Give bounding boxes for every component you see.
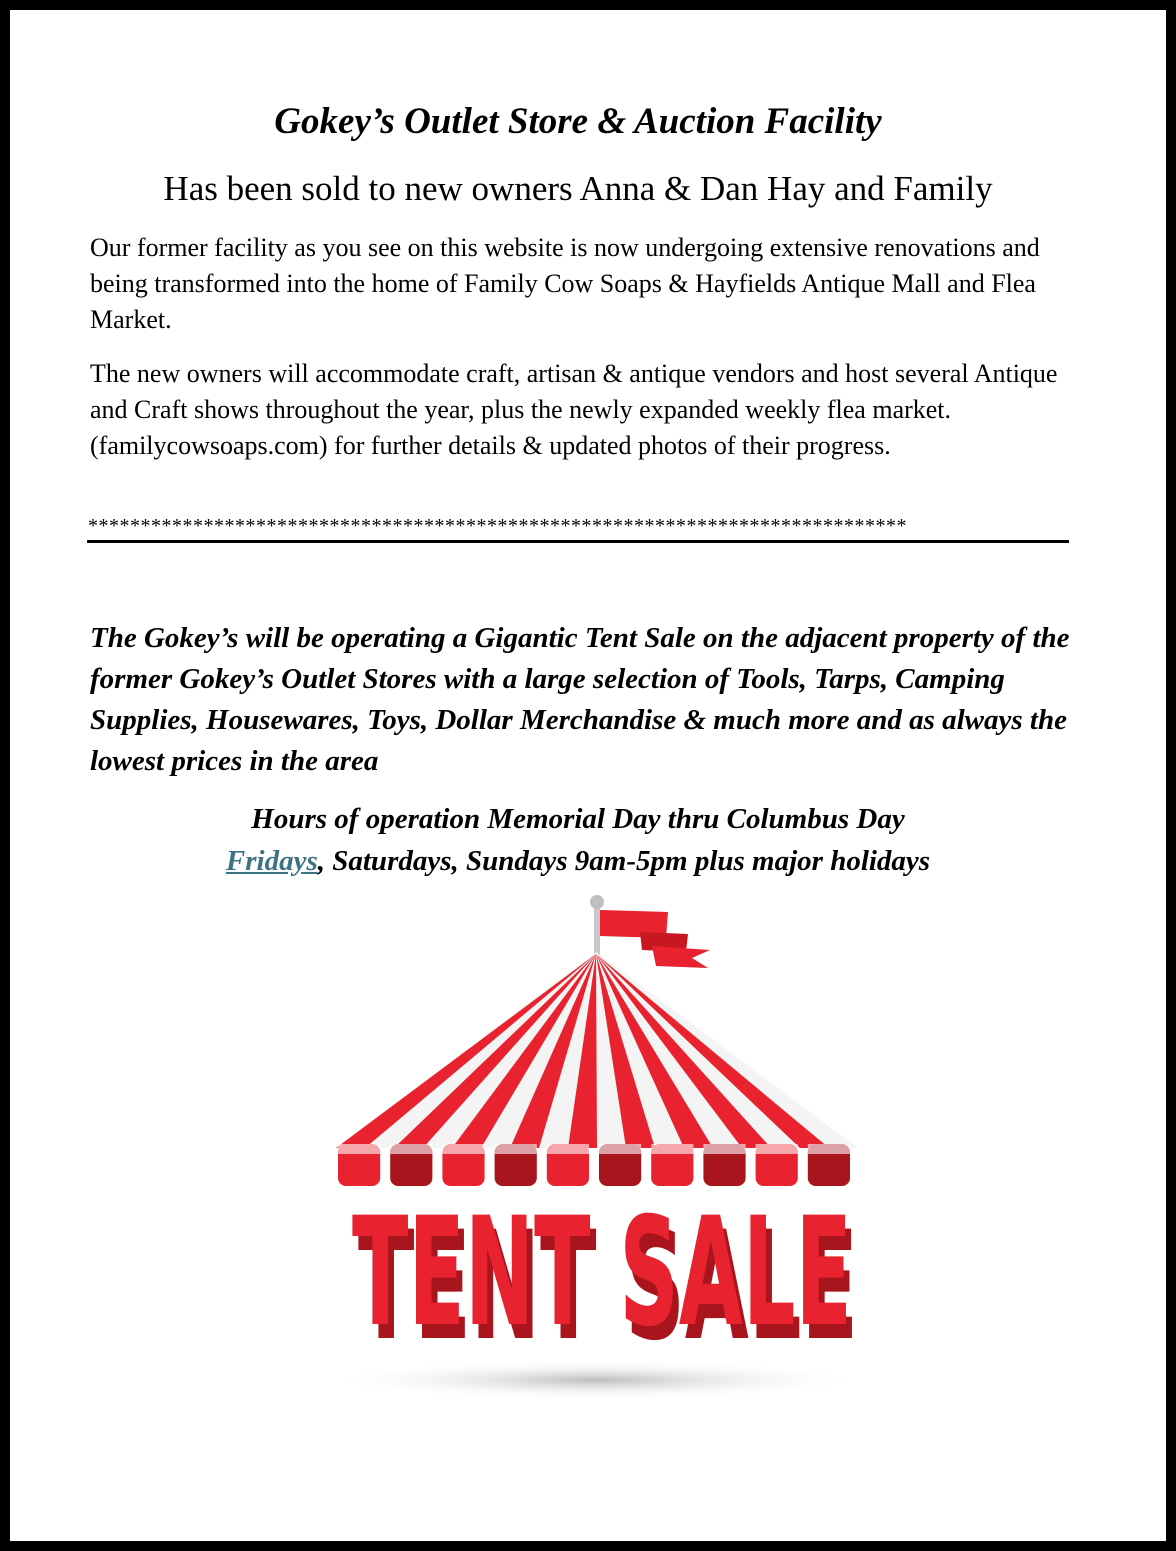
hours-of-operation: [0, 798, 1166, 882]
valance-highlight: [703, 1144, 745, 1154]
hours-days-text: , Saturdays, Sundays 9am-5pm plus major holidays: [317, 845, 931, 877]
valance-highlight: [547, 1144, 589, 1154]
hours-line-2: [0, 840, 1166, 882]
valance-highlight: [442, 1144, 484, 1154]
page-subtitle: Has been sold to new owners Anna & Dan Hay and Family: [163, 169, 993, 208]
valance-highlight: [338, 1144, 380, 1154]
valance-highlight: [495, 1144, 537, 1154]
fridays-link[interactable]: Fridays: [225, 845, 318, 877]
tent-sale-text-shadow: TENT SALE: [358, 1200, 858, 1374]
flag-icon: [600, 910, 710, 968]
tent-sale-text-front: TENT SALE: [352, 1186, 852, 1360]
pole-knob: [590, 895, 604, 909]
tent-sale-text: [352, 1186, 858, 1374]
valance-highlight: [599, 1144, 641, 1154]
valance-highlight: [808, 1144, 850, 1154]
valance-highlight: [756, 1144, 798, 1154]
tent-valance: [338, 1144, 850, 1186]
horizontal-rule: [87, 540, 1069, 543]
valance-highlight: [651, 1144, 693, 1154]
paragraph-renovation: Our former facility as you see on this website is now undergoing extensive renovations and being transformed into the home of Family Cow Soaps & Hayfields Antique Mall and Flea Market.: [90, 233, 1040, 334]
page-title: Gokey’s Outlet Store & Auction Facility: [274, 101, 882, 142]
paragraph-new-owners: The new owners will accommodate craft, artisan & antique vendors and host several Antique and Craft shows throughout the year, plus the newly expanded weekly flea market. (familycowsoaps.com) for further details & updated photos of their progress.: [90, 359, 1058, 460]
tent-sale-graphic: [300, 880, 880, 1420]
asterisk-separator: ******************************************************************************: [88, 515, 907, 537]
tent-sale-announcement: The Gokey’s will be operating a Gigantic Tent Sale on the adjacent property of the former Gokey’s Outlet Stores with a large selection of Tools, Tarps, Camping Supplies, Housewares, Toys, Dollar Merchandise & much more and as always the lowest prices in the area: [90, 622, 1070, 777]
valance-highlight: [390, 1144, 432, 1154]
hours-line-1: Hours of operation Memorial Day thru Columbus Day: [251, 803, 905, 835]
